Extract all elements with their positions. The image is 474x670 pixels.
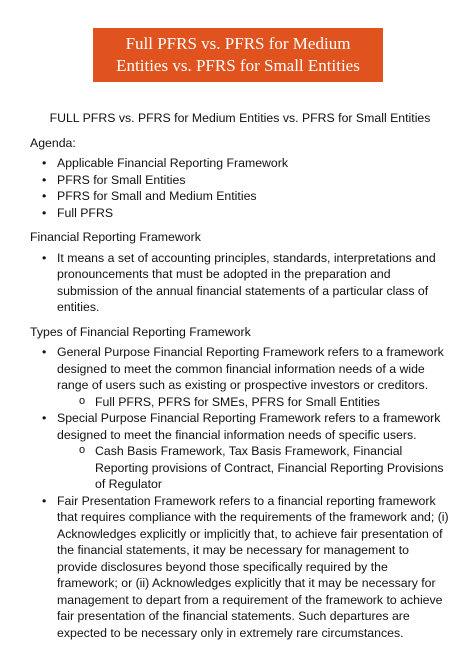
type-subitem: o Cash Basis Framework, Tax Basis Framework, Financial Reporting provisions of Contract, Financial Reporting Provisions of Regulator xyxy=(67,443,450,493)
type-sublist xyxy=(57,394,450,411)
banner-line-2: Entities vs. PFRS for Small Entities xyxy=(116,56,360,75)
type-subitem: o Full PFRS, PFRS for SMEs, PFRS for Small Entities xyxy=(67,394,450,411)
types-list xyxy=(30,344,450,641)
types-heading: Types of Financial Reporting Framework xyxy=(30,324,251,339)
type-item-text: Special Purpose Financial Reporting Framework refers to a framework designed to meet the financial information needs of specific users. xyxy=(57,411,441,442)
type-item-text: General Purpose Financial Reporting Framework refers to a framework designed to meet the common financial information needs of a wide range of users such as existing or prospective investors or creditors. xyxy=(57,345,444,392)
agenda-heading: Agenda: xyxy=(30,135,76,150)
banner-line-1: Full PFRS vs. PFRS for Medium xyxy=(125,34,351,53)
agenda-item: • Full PFRS xyxy=(30,205,450,222)
framework-heading: Financial Reporting Framework xyxy=(30,230,201,244)
type-item-general xyxy=(30,344,450,410)
agenda-item: • PFRS for Small Entities xyxy=(30,172,450,189)
agenda-list xyxy=(30,155,450,221)
type-item-fair-presentation: • Fair Presentation Framework refers to a financial reporting framework that requires compliance with the requirements of the framework and; (i) Acknowledges explicitly or implicitly that, to achieve fair presentation of the financial statements, it may be necessary for management to provide disclosures beyond those specifically required by the framework; or (ii) Acknowledges explicitly that it may be necessary for management to depart from a requirement of the framework to achieve fair presentation of the financial statements. Such departures are expected to be necessary only in extremely rare circumstances. xyxy=(30,493,450,642)
agenda-item: • PFRS for Small and Medium Entities xyxy=(30,188,450,205)
type-item-special xyxy=(30,410,450,493)
agenda-item: • Applicable Financial Reporting Framework xyxy=(30,155,450,172)
title-banner xyxy=(93,28,383,82)
type-sublist xyxy=(57,443,450,493)
document-title: FULL PFRS vs. PFRS for Medium Entities vs. PFRS for Small Entities xyxy=(49,111,431,125)
framework-item: • It means a set of accounting principles, standards, interpretations and pronouncements that must be adopted in the preparation and submission of the annual financial statements of a particular class of entities. xyxy=(30,250,450,316)
framework-list xyxy=(30,250,450,316)
document-body xyxy=(30,110,450,641)
